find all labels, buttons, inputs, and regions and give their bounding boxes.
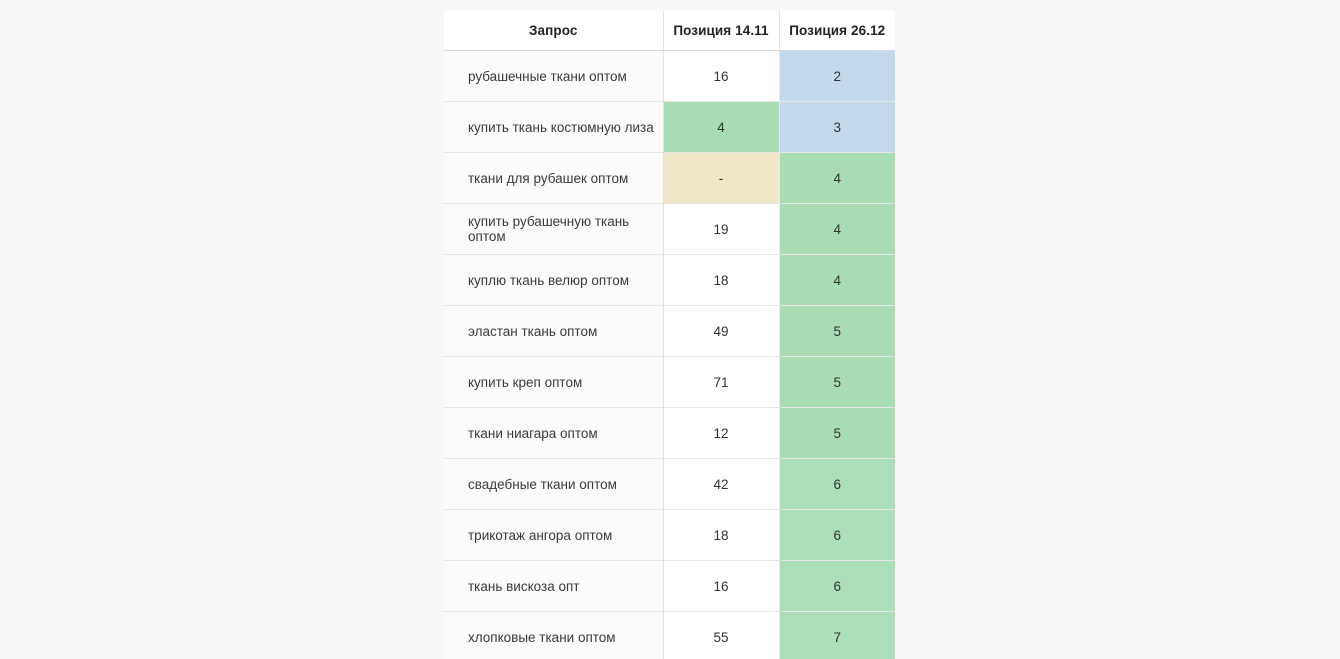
cell-query: трикотаж ангора оптом	[444, 510, 663, 561]
table-body	[444, 51, 895, 659]
cell-position-2612: 2	[779, 51, 895, 102]
cell-position-1411: -	[663, 153, 779, 204]
cell-position-1411: 12	[663, 408, 779, 459]
column-header-position-2612: Позиция 26.12	[779, 11, 895, 51]
cell-position-2612: 4	[779, 153, 895, 204]
column-header-query: Запрос	[444, 11, 663, 51]
rank-table	[444, 11, 895, 659]
cell-position-1411: 18	[663, 510, 779, 561]
cell-position-2612: 4	[779, 204, 895, 255]
cell-position-1411: 71	[663, 357, 779, 408]
cell-position-2612: 5	[779, 408, 895, 459]
cell-position-2612: 6	[779, 510, 895, 561]
rank-table-container	[444, 11, 896, 659]
table-header	[444, 11, 895, 51]
table-row	[444, 459, 895, 510]
table-row	[444, 408, 895, 459]
cell-position-2612: 5	[779, 306, 895, 357]
cell-query: ткань вискоза опт	[444, 561, 663, 612]
table-row	[444, 510, 895, 561]
cell-position-1411: 42	[663, 459, 779, 510]
cell-query: купить рубашечную ткань оптом	[444, 204, 663, 255]
table-row	[444, 357, 895, 408]
cell-position-1411: 49	[663, 306, 779, 357]
cell-query: хлопковые ткани оптом	[444, 612, 663, 659]
cell-query: ткани ниагара оптом	[444, 408, 663, 459]
table-row	[444, 255, 895, 306]
column-header-position-1411: Позиция 14.11	[663, 11, 779, 51]
cell-position-2612: 6	[779, 459, 895, 510]
cell-position-1411: 16	[663, 561, 779, 612]
cell-query: ткани для рубашек оптом	[444, 153, 663, 204]
cell-position-1411: 55	[663, 612, 779, 659]
cell-position-2612: 6	[779, 561, 895, 612]
table-header-row	[444, 11, 895, 51]
cell-position-2612: 7	[779, 612, 895, 659]
table-row	[444, 51, 895, 102]
cell-query: купить ткань костюмную лиза	[444, 102, 663, 153]
table-row	[444, 204, 895, 255]
cell-query: купить креп оптом	[444, 357, 663, 408]
table-row	[444, 102, 895, 153]
cell-query: куплю ткань велюр оптом	[444, 255, 663, 306]
cell-position-2612: 5	[779, 357, 895, 408]
table-row	[444, 306, 895, 357]
cell-position-1411: 18	[663, 255, 779, 306]
cell-query: свадебные ткани оптом	[444, 459, 663, 510]
table-row	[444, 612, 895, 659]
table-row	[444, 153, 895, 204]
cell-position-1411: 4	[663, 102, 779, 153]
cell-query: эластан ткань оптом	[444, 306, 663, 357]
cell-position-2612: 3	[779, 102, 895, 153]
cell-position-1411: 19	[663, 204, 779, 255]
table-row	[444, 561, 895, 612]
cell-position-1411: 16	[663, 51, 779, 102]
cell-position-2612: 4	[779, 255, 895, 306]
cell-query: рубашечные ткани оптом	[444, 51, 663, 102]
